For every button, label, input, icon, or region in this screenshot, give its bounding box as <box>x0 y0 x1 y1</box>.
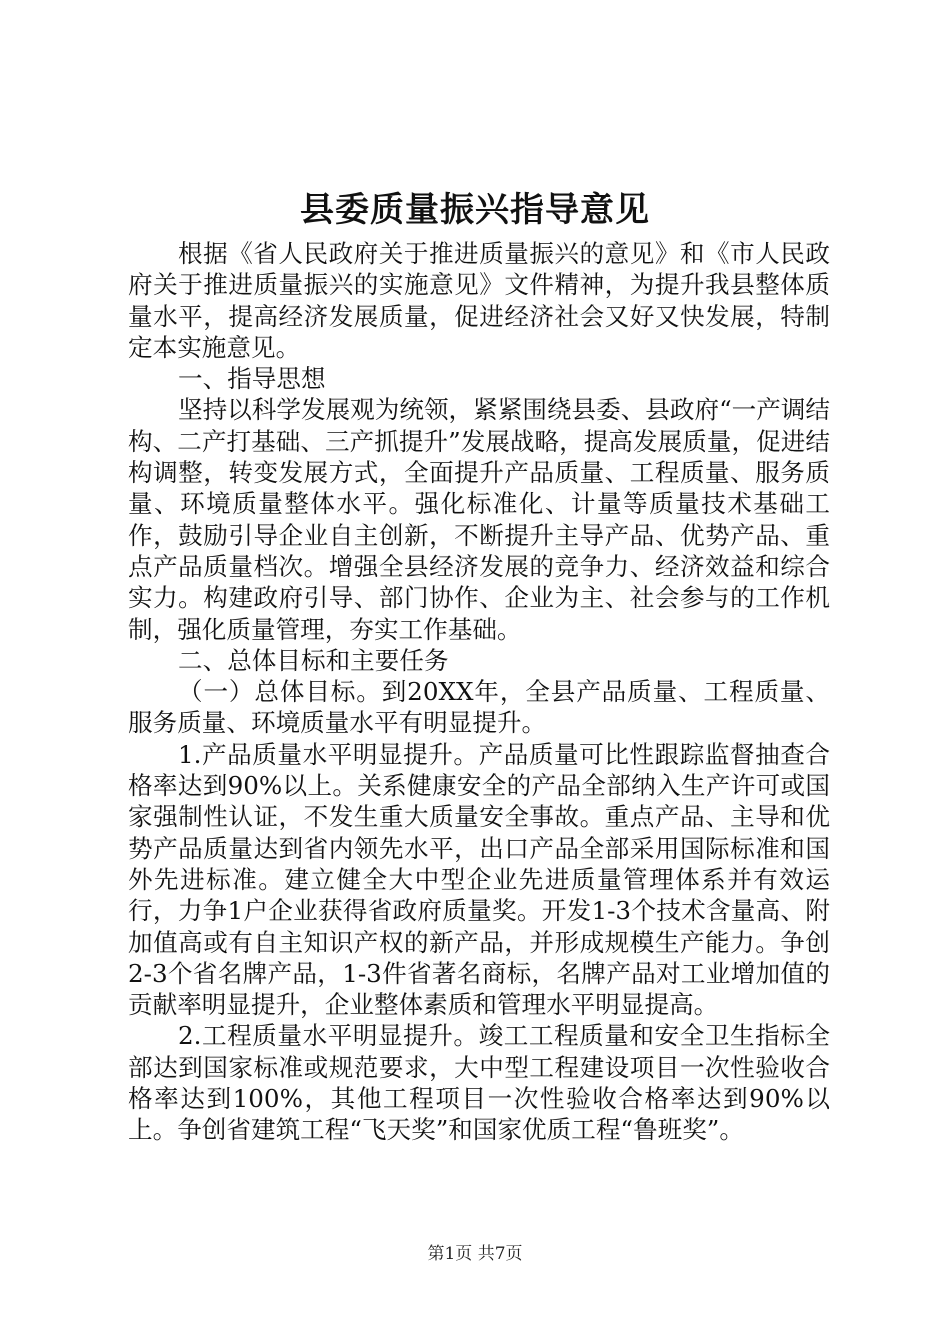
engineering-quality-paragraph: 2.工程质量水平明显提升。竣工工程质量和安全卫生指标全部达到国家标准或规范要求，大中型工程建设项目一次性验收合格率达到100%，其他工程项目一次性验收合格率达到90%以上。争创省建筑工程“飞天奖”和国家优质工程“鲁班奖”。 <box>128 1021 830 1145</box>
section-heading-goals-tasks: 二、总体目标和主要任务 <box>178 645 449 675</box>
intro-paragraph: 根据《省人民政府关于推进质量振兴的意见》和《市人民政府关于推进质量振兴的实施意见》文件精神，为提升我县整体质量水平，提高经济发展质量，促进经济社会又好又快发展，特制定本实施意见。 <box>128 239 830 362</box>
document-body <box>128 238 830 1146</box>
guiding-ideology-paragraph: 坚持以科学发展观为统领，紧紧围绕县委、县政府“一产调结构、二产打基础、三产抓提升”发展战略，提高发展质量，促进结构调整，转变发展方式，全面提升产品质量、工程质量、服务质量、环境质量整体水平。强化标准化、计量等质量技术基础工作，鼓励引导企业自主创新，不断提升主导产品、优势产品、重点产品质量档次。增强全县经济发展的竞争力、经济效益和综合实力。构建政府引导、部门协作、企业为主、社会参与的工作机制，强化质量管理，夯实工作基础。 <box>128 395 831 644</box>
section-heading-guiding-ideology: 一、指导思想 <box>178 364 326 394</box>
product-quality-paragraph: 1.产品质量水平明显提升。产品质量可比性跟踪监督抽查合格率达到90%以上。关系健康安全的产品全部纳入生产许可或国家强制性认证，不发生重大质量安全事故。重点产品、主导和优势产品质量达到省内领先水平，出口产品全部采用国际标准和国外先进标准。建立健全大中型企业先进质量管理体系并有效运行，力争1户企业获得省政府质量奖。开发1-3个技术含量高、附加值高或有自主知识产权的新产品，并形成规模生产能力。争创2-3个省名牌产品，1-3件省著名商标，名牌产品对工业增加值的贡献率明显提升，企业整体素质和管理水平明显提高。 <box>128 739 830 1020</box>
page-footer: 第1页 共7页 <box>427 1244 523 1264</box>
document-title: 县委质量振兴指导意见 <box>300 190 650 230</box>
overall-goal-paragraph: （一）总体目标。到20XX年，全县产品质量、工程质量、服务质量、环境质量水平有明显提升。 <box>128 677 830 738</box>
